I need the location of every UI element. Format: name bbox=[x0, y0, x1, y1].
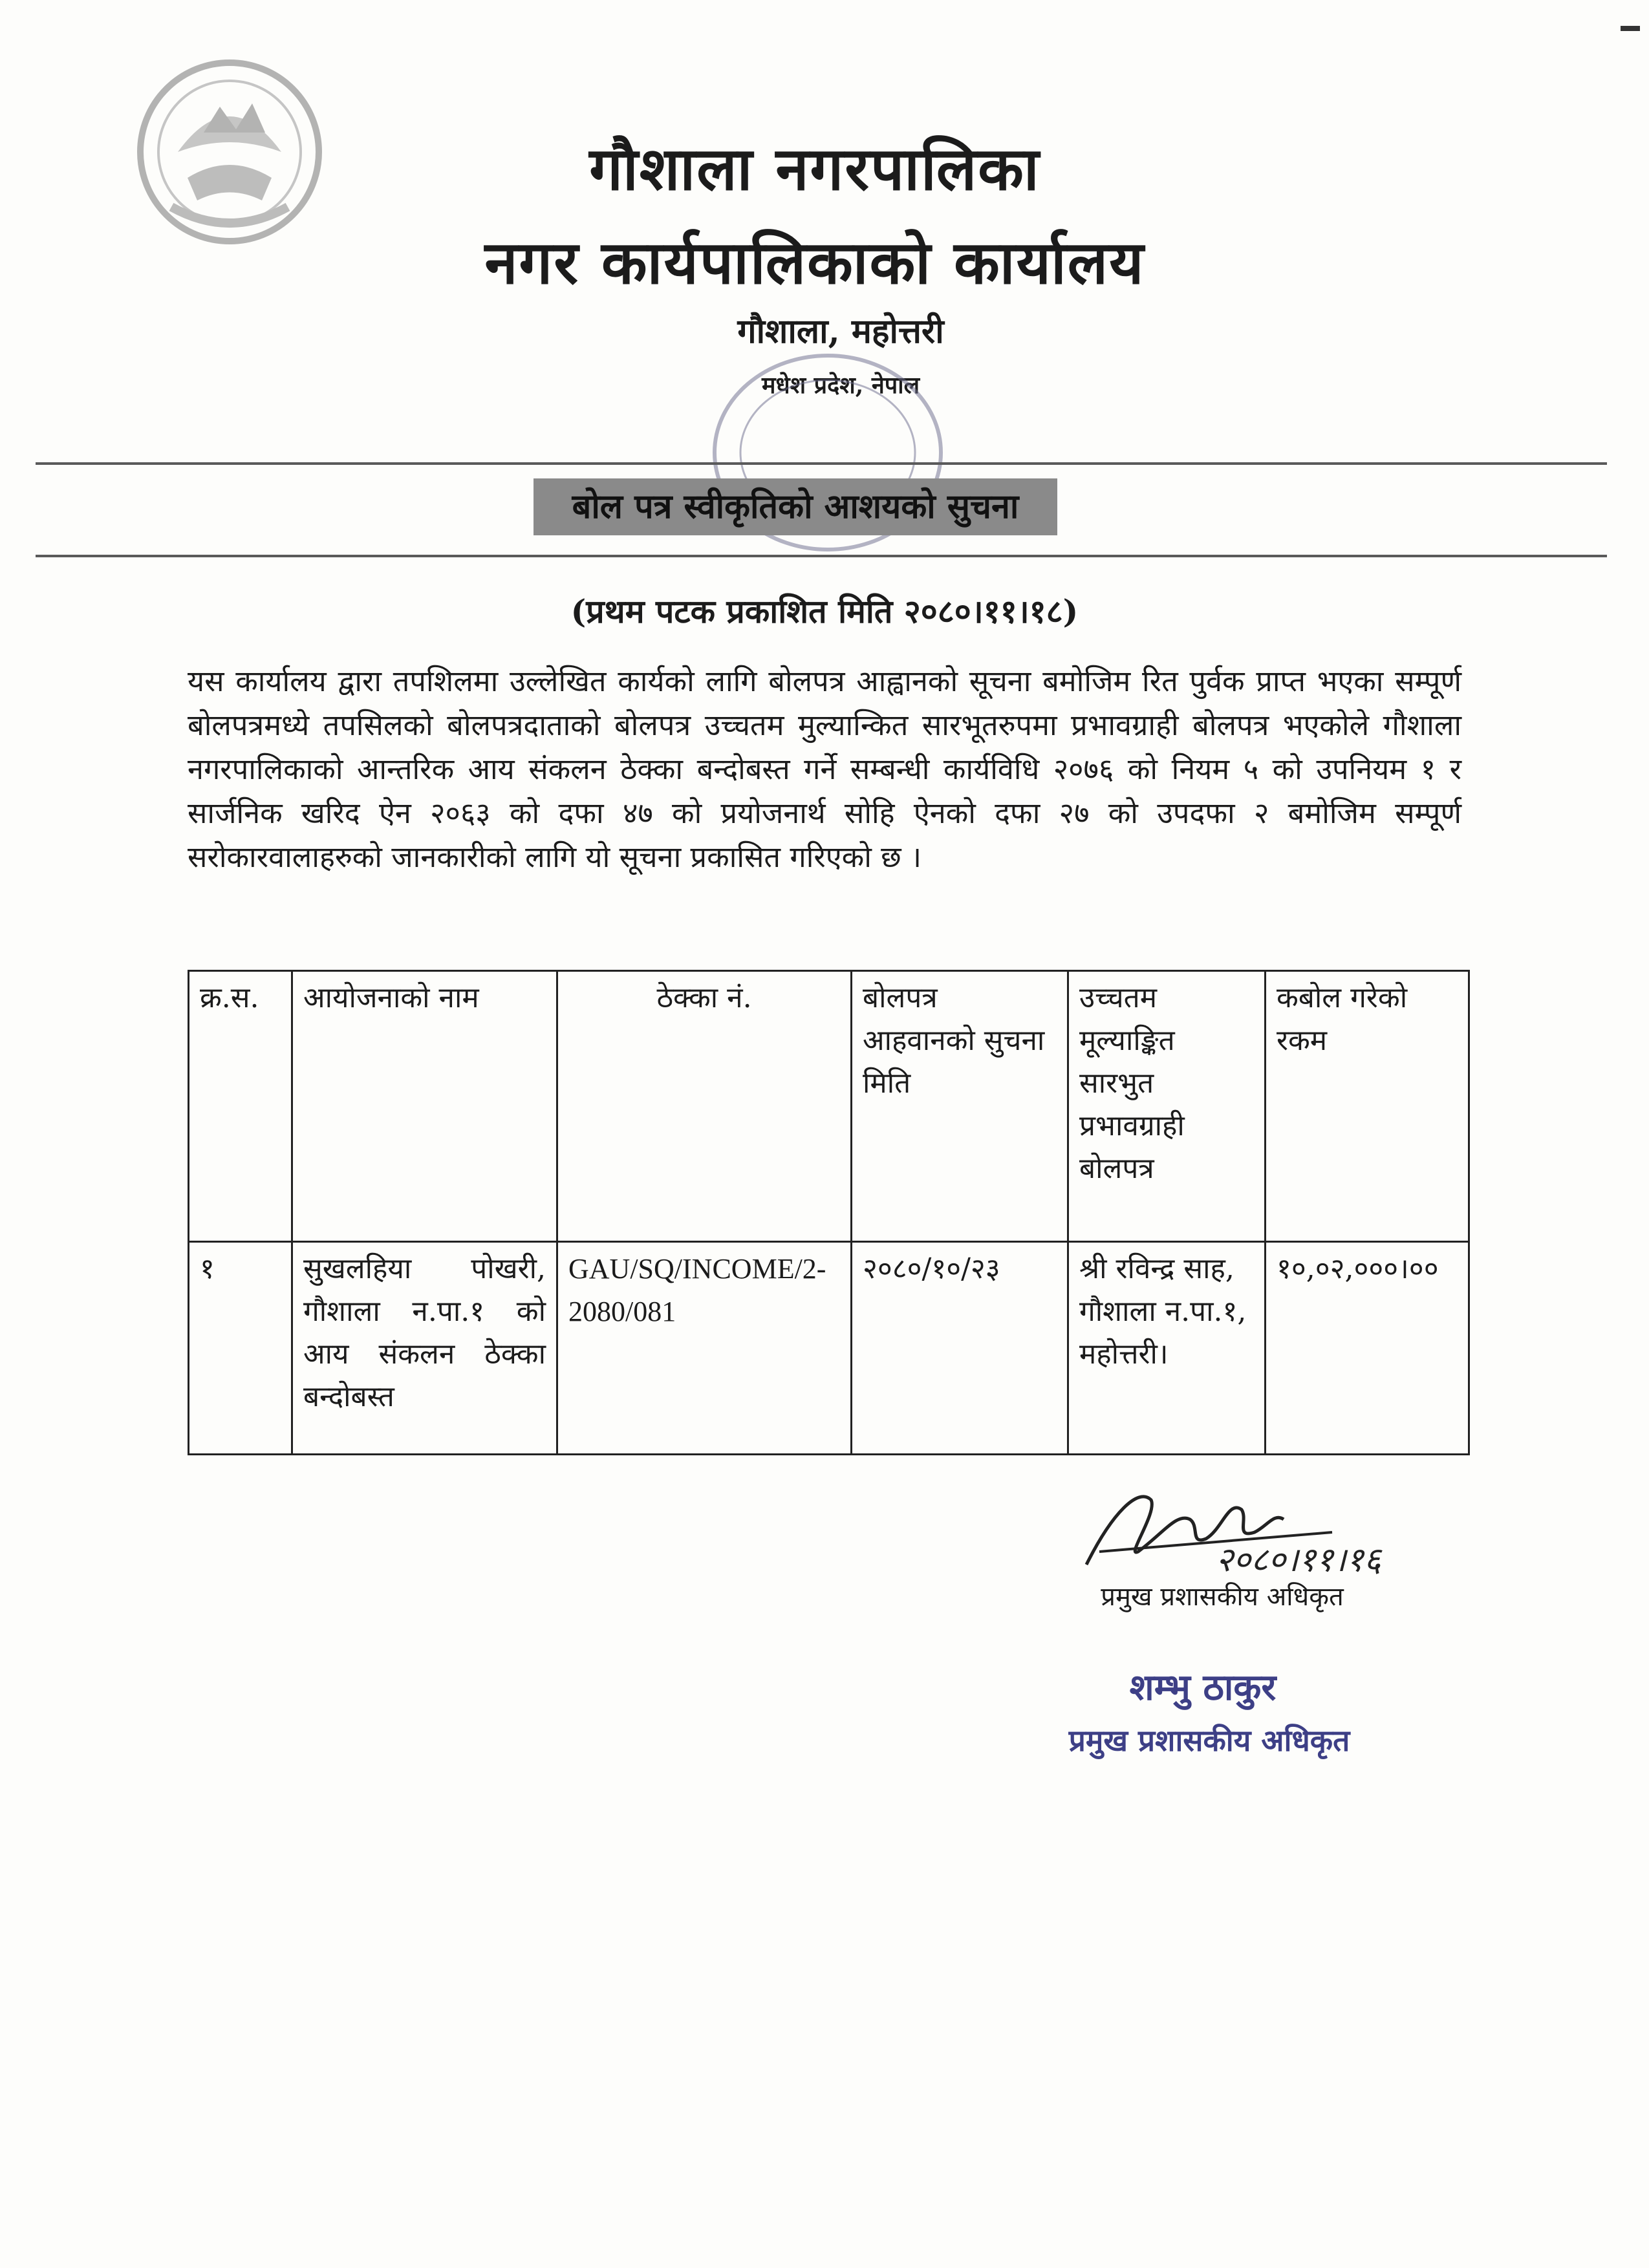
header-sn: क्र.स. bbox=[189, 971, 292, 1242]
publish-date-line: (प्रथम पटक प्रकाशित मिति २०८०।११।१८) bbox=[570, 592, 1079, 630]
table-header-row bbox=[189, 971, 1469, 1242]
notice-body: यस कार्यालय द्वारा तपशिलमा उल्लेखित कार्यको लागि बोलपत्र आह्वानको सूचना बमोजिम रित पुर्वक प्राप्त भएका सम्पूर्ण बोलपत्रमध्ये तपसिलको बोलपत्रदाताको बोलपत्र उच्चतम मुल्यान्कित सारभूतरुपमा प्रभावग्राही बोलपत्र भएकोले गौशाला नगरपालिकाको आन्तरिक आय संकलन ठेक्का बन्दोबस्त गर्ने सम्बन्धी कार्यविधि २०७६ को नियम ५ को उपनियम १ र सार्जनिक खरिद ऐन २०६३ को दफा ४७ को प्रयोजनार्थ सोहि ऐनको दफा २७ को उपदफा २ बमोजिम सम्पूर्ण सरोकारवालाहरुको जानकारीको लागि यो सूचना प्रकासित गरिएको छ । bbox=[188, 664, 1461, 874]
address-line-2: मधेश प्रदेश, नेपाल bbox=[762, 372, 920, 399]
notice-banner: बोल पत्र स्वीकृतिको आशयको सुचना bbox=[534, 478, 1057, 535]
handwritten-signature-icon bbox=[1061, 1474, 1410, 1584]
stamp-name: शम्भु ठाकुर bbox=[1129, 1666, 1277, 1709]
table-row bbox=[189, 1242, 1469, 1455]
cell-contract-no: GAU/SQ/INCOME/2-2080/081 bbox=[557, 1242, 852, 1455]
nepal-emblem-icon bbox=[133, 55, 327, 249]
header-bidder: उच्चतम मूल्याङ्कित सारभुत प्रभावग्राही बोलपत्र bbox=[1068, 971, 1266, 1242]
svg-text:२०८०।११।१६: २०८०।११।१६ bbox=[1216, 1541, 1381, 1579]
header-contract-no: ठेक्का नं. bbox=[557, 971, 852, 1242]
cell-notice-date: २०८०/१०/२३ bbox=[852, 1242, 1068, 1455]
office-title: नगर कार्यपालिकाको कार्यालय bbox=[484, 228, 1145, 297]
top-divider bbox=[36, 462, 1607, 465]
scan-edge-mark bbox=[1621, 26, 1640, 31]
signatory-title: प्रमुख प्रशासकीय अधिकृत bbox=[1101, 1582, 1344, 1612]
address-line-1: गौशाला, महोत्तरी bbox=[737, 312, 944, 351]
cell-amount: १०,०२,०००।०० bbox=[1266, 1242, 1469, 1455]
bottom-divider bbox=[36, 555, 1607, 557]
cell-bidder: श्री रविन्द्र साह, गौशाला न.पा.१, महोत्तरी। bbox=[1068, 1242, 1266, 1455]
municipality-title: गौशाला नगरपालिका bbox=[589, 134, 1040, 204]
header-notice-date: बोलपत्र आहवानको सुचना मिति bbox=[852, 971, 1068, 1242]
stamp-role: प्रमुख प्रशासकीय अधिकृत bbox=[1068, 1723, 1350, 1758]
header-amount: कबोल गरेको रकम bbox=[1266, 971, 1469, 1242]
cell-sn: १ bbox=[189, 1242, 292, 1455]
header-project: आयोजनाको नाम bbox=[292, 971, 557, 1242]
cell-project: सुखलहिया पोखरी, गौशाला न.पा.१ को आय संकलन ठेक्का बन्दोबस्त bbox=[292, 1242, 557, 1455]
bid-table bbox=[188, 970, 1470, 1455]
